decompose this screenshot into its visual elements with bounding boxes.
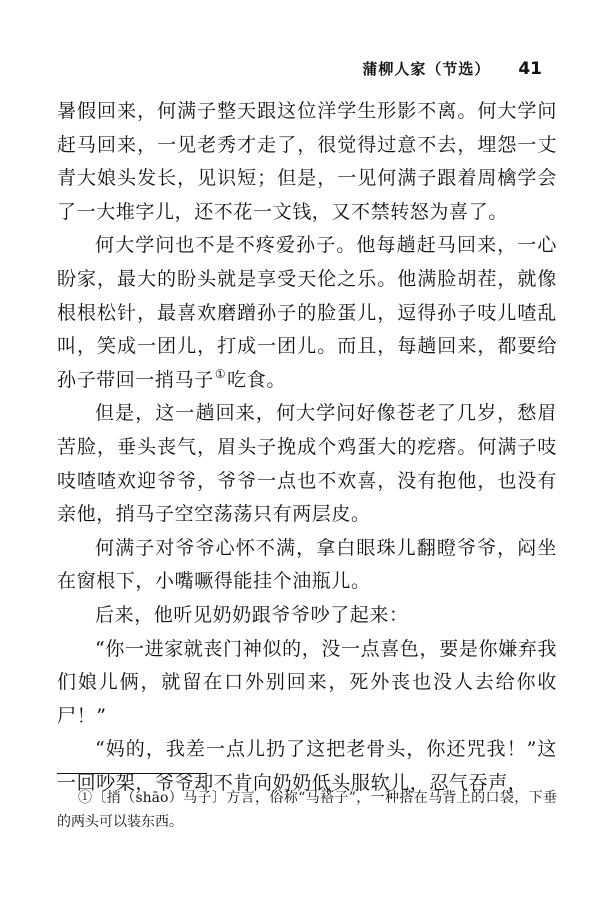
footnote-reference-mark: ① — [214, 367, 227, 382]
running-header-title: 蒲柳人家（节选） — [362, 60, 491, 78]
paragraph-2-text-after: 吃食。 — [227, 368, 286, 391]
footnote-divider — [57, 773, 207, 774]
footnote: ①〔捎（shāo）马子〕方言，俗称“马褡子”，一种搭在马背上的口袋，下垂的两头可以装东西。 — [57, 790, 557, 830]
body-text — [57, 95, 557, 800]
paragraph-7: “妈的，我差一点儿扔了这把老骨头，你还咒我！”这一回吵架，爷爷却不肯向奶奶低头服软儿，忍气吞声， — [57, 738, 557, 794]
paragraph-2 — [57, 229, 557, 397]
paragraph-3: 但是，这一趟回来，何大学问好像苍老了几岁，愁眉苦脸，垂头丧气，眉头子挽成个鸡蛋大的疙瘩。何满子吱吱喳喳欢迎爷爷，爷爷一点也不欢喜，没有抱他，也没有亲他，捎马子空空荡荡只有两层皮。 — [57, 402, 557, 526]
paragraph-6: “你一进家就丧门神似的，没一点喜色，要是你嫌弃我们娘儿俩，就留在口外别回来，死外丧也没人去给你收尸！” — [57, 637, 557, 727]
page-number: 41 — [518, 59, 542, 79]
running-header — [362, 58, 542, 79]
paragraph-5: 后来，他听见奶奶跟爷爷吵了起来： — [95, 603, 409, 626]
paragraph-2-text-before: 何大学问也不是不疼爱孙子。他每趟赶马回来，一心盼家，最大的盼头就是享受天伦之乐。他满脸胡茬，就像根根松针，最喜欢磨蹭孙子的脸蛋儿，逗得孙子吱儿喳乱叫，笑成一团儿，打成一团儿。而且，每趟回来，都要给孙子带回一捎马子 — [57, 234, 557, 391]
paragraph-4: 何满子对爷爷心怀不满，拿白眼珠儿翻瞪爷爷，闷坐在窗根下，小嘴噘得能挂个油瓶儿。 — [57, 536, 557, 593]
paragraph-1: 暑假回来，何满子整天跟这位洋学生形影不离。何大学问赶马回来，一见老秀才走了，很觉得过意不去，埋怨一丈青大娘头发长，见识短；但是，一见何满子跟着周檎学会了一大堆字儿，还不花一文钱，又不禁转怒为喜了。 — [57, 100, 557, 223]
